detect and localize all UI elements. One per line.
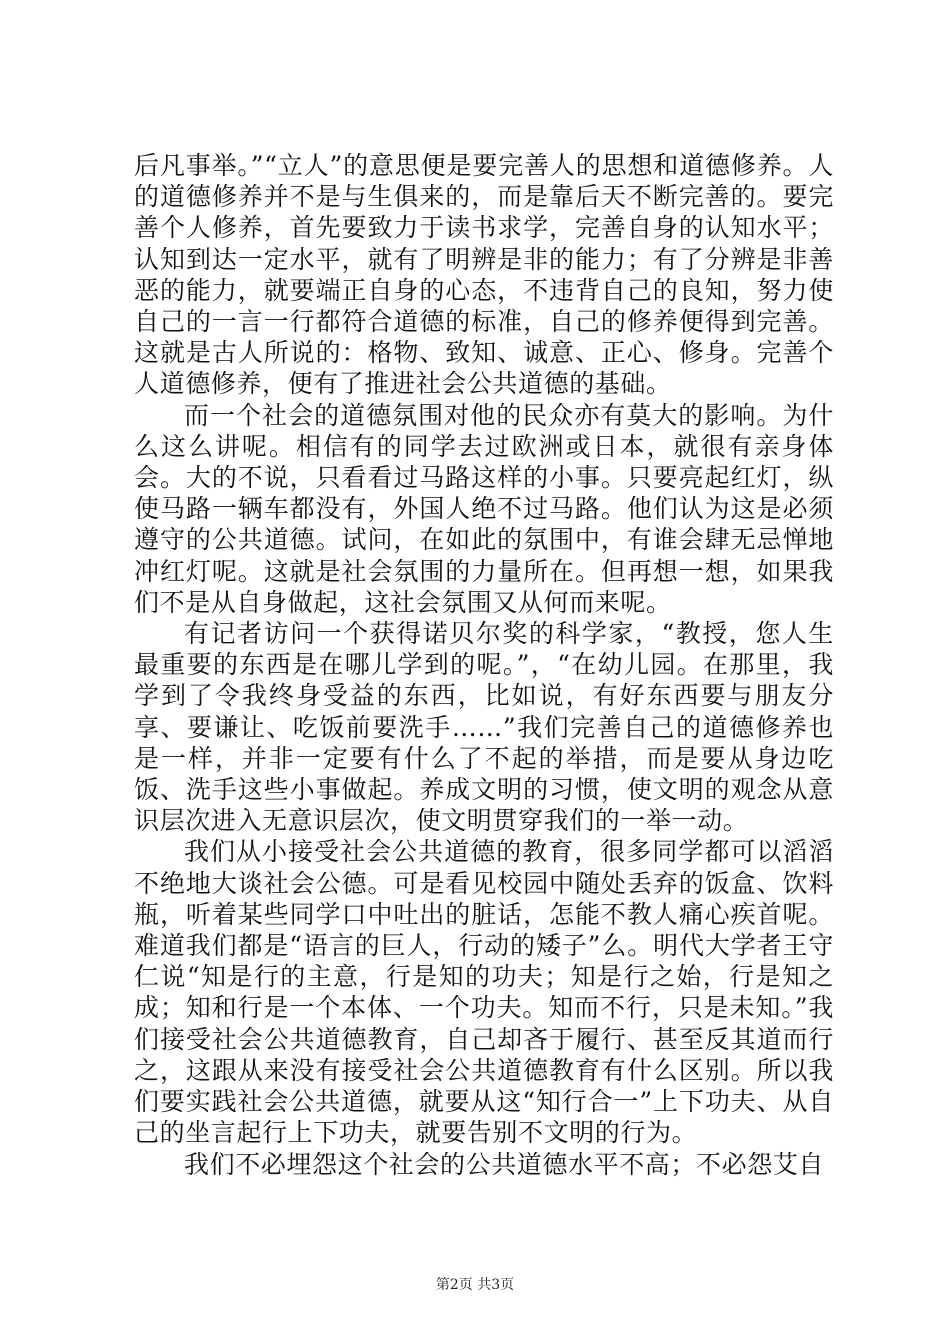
paragraph-2: 而一个社会的道德氛围对他的民众亦有莫大的影响。为什么这么讲呢。相信有的同学去过欧洲或日本，就很有亲身体会。大的不说，只看看过马路这样的小事。只要亮起红灯，纵使马路一辆车都没有，外国人绝不过马路。他们认为这是必须遵守的公共道德。试问，在如此的氛围中，有谁会肆无忌惮地冲红灯呢。这就是社会氛围的力量所在。但再想一想，如果我们不是从自身做起，这社会氛围又从何而来呢。 [134,400,834,617]
page-footer: 第2页 共3页 [435,1277,515,1293]
paragraph-4: 我们从小接受社会公共道德的教育，很多同学都可以滔滔不绝地大谈社会公德。可是看见校园中随处丢弃的饭盒、饮料瓶，听着某些同学口中吐出的脏话，怎能不教人痛心疾首呢。难道我们都是“语言的巨人，行动的矮子”么。明代大学者王守仁说“知是行的主意，行是知的功夫；知是行之始，行是知之成；知和行是一个本体、一个功夫。知而不行，只是未知。”我们接受社会公共道德教育，自己却吝于履行、甚至反其道而行之，这跟从来没有接受社会公共道德教育有什么区别。所以我们要实践社会公共道德，就要从这“知行合一”上下功夫、从自己的坐言起行上下功夫，就要告别不文明的行为。 [134,837,834,1148]
paragraph-5: 我们不必埋怨这个社会的公共道德水平不高；不必怨艾自 [184,1149,825,1179]
paragraph-3: 有记者访问一个获得诺贝尔奖的科学家，“教授，您人生最重要的东西是在哪儿学到的呢。”，“在幼儿园。在那里，我学到了令我终身受益的东西，比如说，有好东西要与朋友分享、要谦让、吃饭前要洗手……”我们完善自己的道德修养也是一样，并非一定要有什么了不起的举措，而是要从身边吃饭、洗手这些小事做起。养成文明的习惯，使文明的观念从意识层次进入无意识层次，使文明贯穿我们的一举一动。 [134,619,834,836]
paragraph-1: 后凡事举。”“立人”的意思便是要完善人的思想和道德修养。人的道德修养并不是与生俱来的，而是靠后天不断完善的。要完善个人修养，首先要致力于读书求学，完善自身的认知水平；认知到达一定水平，就有了明辨是非的能力；有了分辨是非善恶的能力，就要端正自身的心态，不违背自己的良知，努力使自己的一言一行都符合道德的标准，自己的修养便得到完善。这就是古人所说的：格物、致知、诚意、正心、修身。完善个人道德修养，便有了推进社会公共道德的基础。 [134,151,834,399]
body-text [134,150,834,1180]
